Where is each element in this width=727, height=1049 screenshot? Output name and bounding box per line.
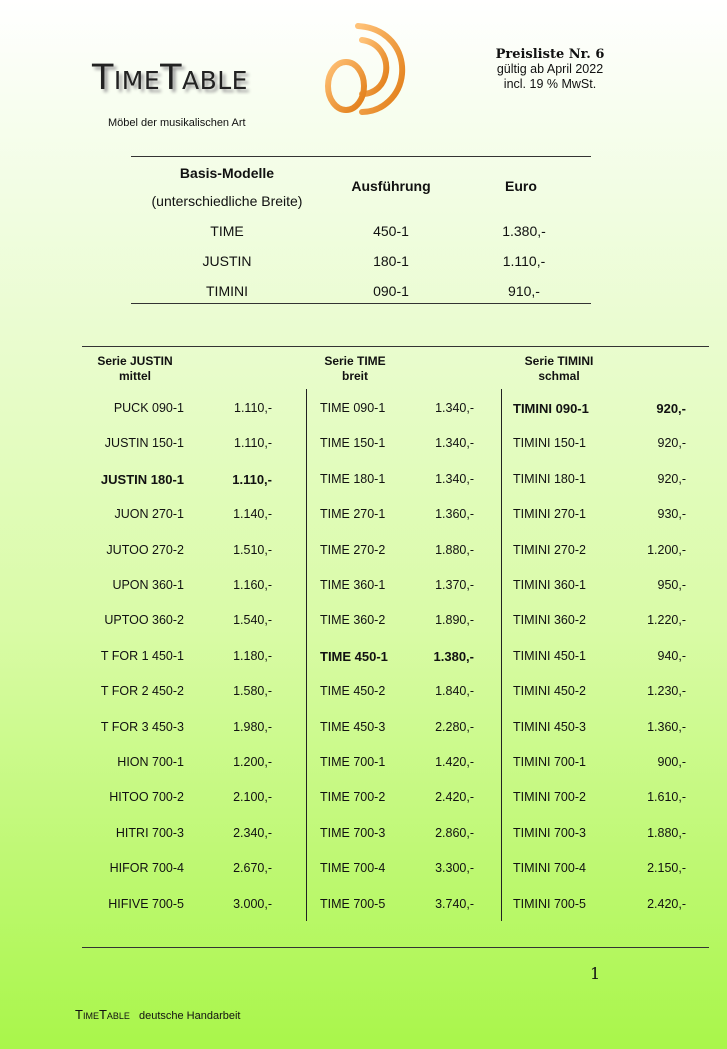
price-cell: 2.860,-: [435, 825, 474, 840]
table-row: [82, 755, 709, 775]
price-cell: 920,-: [656, 401, 686, 416]
basis-row-variant: 090-1: [373, 283, 409, 299]
footer-brand: TimeTable: [75, 1007, 130, 1022]
table-row: [82, 613, 709, 633]
basis-header-models: Basis-Modelle: [179, 165, 275, 181]
basis-header-euro: Euro: [505, 178, 537, 194]
series-time-subtitle: breit: [341, 369, 368, 383]
price-cell: 1.420,-: [435, 755, 474, 769]
price-list-header: [485, 47, 615, 92]
price-list-tax: incl. 19 % MwSt.: [503, 77, 597, 91]
model-cell: HITOO 700-2: [109, 790, 184, 805]
table-row: [82, 543, 709, 563]
model-cell: UPTOO 360-2: [104, 613, 184, 628]
price-cell: 1.140,-: [233, 507, 272, 522]
price-cell: 1.200,-: [647, 542, 686, 557]
model-cell: TIME 180-1: [320, 471, 386, 486]
price-list-valid: gültig ab April 2022: [496, 62, 604, 76]
brand-logo-text: TimeTable: [92, 58, 248, 98]
model-cell: JUON 270-1: [114, 507, 184, 522]
basis-row-price: 910,-: [508, 283, 540, 299]
model-cell: TIME 450-2: [320, 684, 386, 699]
table-row: [82, 649, 709, 669]
model-cell: TIMINI 270-2: [513, 542, 586, 557]
music-note-logo-icon: [318, 20, 410, 120]
model-cell: TIMINI 360-2: [513, 613, 586, 628]
footer-text: deutsche Handarbeit: [138, 1010, 241, 1022]
basis-row-model: TIMINI: [206, 283, 248, 299]
price-cell: 2.420,-: [647, 896, 686, 911]
model-cell: TIME 270-1: [320, 507, 386, 522]
model-cell: TIME 090-1: [320, 401, 386, 415]
model-cell: TIME 270-2: [320, 542, 386, 557]
basis-row-model: JUSTIN: [202, 253, 252, 269]
model-cell: TIMINI 450-2: [513, 684, 586, 699]
price-list-title: Preisliste Nr. 6: [495, 47, 605, 62]
price-cell: 1.340,-: [435, 436, 474, 451]
model-cell: HITRI 700-3: [115, 825, 184, 840]
basis-header-variant: Ausführung: [351, 178, 431, 194]
price-cell: 1.110,-: [232, 471, 272, 487]
model-cell: TIMINI 450-3: [513, 719, 586, 734]
model-cell: TIME 700-1: [320, 755, 386, 769]
model-cell: UPON 360-1: [112, 578, 184, 592]
series-timini-subtitle: schmal: [538, 369, 580, 383]
table-row: [82, 826, 709, 846]
tagline: Möbel der musikalischen Art: [108, 117, 246, 129]
table-row: [82, 578, 709, 598]
basis-header-models-sub: (unterschiedliche Breite): [151, 193, 303, 209]
price-cell: 1.610,-: [647, 790, 686, 805]
table-row: [82, 897, 709, 917]
price-cell: 1.160,-: [233, 578, 272, 592]
table-row: [82, 401, 709, 421]
model-cell: TIMINI 700-2: [513, 790, 586, 805]
price-cell: 1.540,-: [233, 613, 272, 628]
price-cell: 1.340,-: [435, 471, 474, 486]
price-cell: 940,-: [657, 648, 686, 663]
model-cell: TIME 700-4: [320, 861, 386, 876]
price-cell: 1.220,-: [647, 613, 686, 628]
model-cell: T FOR 3 450-3: [100, 719, 184, 734]
price-cell: 3.000,-: [233, 896, 272, 911]
series-timini-title: Serie TIMINI: [524, 354, 594, 368]
model-cell: T FOR 1 450-1: [100, 648, 184, 663]
model-cell: HION 700-1: [117, 755, 184, 769]
series-time-header: [302, 354, 408, 384]
price-cell: 3.740,-: [435, 896, 474, 911]
model-cell: TIMINI 090-1: [513, 401, 589, 416]
series-timini-header: [506, 354, 612, 384]
series-time-title: Serie TIME: [324, 354, 386, 368]
table-row: [82, 507, 709, 527]
series-justin-title: Serie JUSTIN: [97, 354, 173, 368]
model-cell: TIME 450-3: [320, 719, 386, 734]
price-cell: 3.300,-: [435, 861, 474, 876]
price-cell: 1.510,-: [233, 542, 272, 557]
model-cell: TIMINI 360-1: [513, 578, 586, 592]
model-cell: TIME 700-3: [320, 825, 386, 840]
price-cell: 1.110,-: [234, 401, 272, 415]
price-cell: 2.670,-: [233, 861, 272, 876]
price-cell: 1.360,-: [435, 507, 474, 522]
model-cell: TIMINI 700-3: [513, 825, 586, 840]
price-cell: 1.980,-: [233, 719, 272, 734]
price-cell: 1.180,-: [233, 648, 272, 663]
page-number: 1: [590, 964, 601, 983]
model-cell: TIME 150-1: [320, 436, 386, 451]
series-price-table: [82, 346, 709, 948]
price-cell: 920,-: [657, 436, 686, 451]
price-cell: 1.380,-: [433, 648, 474, 664]
price-cell: 2.420,-: [435, 790, 474, 805]
price-cell: 950,-: [657, 578, 686, 592]
footer: [75, 1007, 240, 1022]
price-cell: 1.340,-: [435, 401, 474, 415]
price-cell: 920,-: [657, 471, 686, 486]
table-row: [82, 720, 709, 740]
price-cell: 1.200,-: [233, 755, 272, 769]
price-cell: 1.840,-: [435, 684, 474, 699]
model-cell: TIMINI 700-5: [513, 896, 586, 911]
price-cell: 1.360,-: [647, 719, 686, 734]
price-cell: 2.340,-: [233, 825, 272, 840]
model-cell: TIME 700-2: [320, 790, 386, 805]
model-cell: JUSTIN 180-1: [100, 471, 184, 487]
model-cell: TIMINI 150-1: [513, 436, 586, 451]
table-row: [82, 684, 709, 704]
model-cell: HIFOR 700-4: [109, 861, 184, 876]
price-cell: 900,-: [657, 755, 686, 769]
table-row: [82, 436, 709, 456]
price-cell: 1.110,-: [234, 436, 272, 451]
model-cell: HIFIVE 700-5: [108, 896, 184, 911]
price-cell: 1.880,-: [435, 542, 474, 557]
price-cell: 1.580,-: [233, 684, 272, 699]
model-cell: TIME 360-2: [320, 613, 386, 628]
model-cell: TIMINI 700-4: [513, 861, 586, 876]
model-cell: PUCK 090-1: [113, 401, 184, 415]
model-cell: TIME 450-1: [320, 648, 388, 664]
model-cell: TIMINI 700-1: [513, 755, 586, 769]
price-cell: 2.100,-: [233, 790, 272, 805]
model-cell: TIME 360-1: [320, 578, 386, 592]
table-row: [82, 861, 709, 881]
series-justin-header: [82, 354, 188, 384]
basis-row-variant: 450-1: [373, 223, 409, 239]
price-cell: 2.280,-: [435, 719, 474, 734]
price-cell: 2.150,-: [647, 861, 686, 876]
basis-row-model: TIME: [210, 223, 244, 239]
table-row: [82, 472, 709, 492]
model-cell: TIMINI 270-1: [513, 507, 586, 522]
basis-row-price: 1.380,-: [502, 223, 546, 239]
model-cell: JUSTIN 150-1: [104, 436, 184, 451]
basis-row-variant: 180-1: [373, 253, 409, 269]
basis-row-price: 1.110,-: [502, 253, 546, 269]
price-cell: 1.230,-: [647, 684, 686, 699]
model-cell: TIMINI 180-1: [513, 471, 586, 486]
model-cell: TIME 700-5: [320, 896, 386, 911]
basis-models-table: [131, 156, 591, 304]
table-row: [82, 790, 709, 810]
model-cell: T FOR 2 450-2: [100, 684, 184, 699]
price-cell: 1.890,-: [435, 613, 474, 628]
price-cell: 1.370,-: [435, 578, 474, 592]
series-justin-subtitle: mittel: [118, 369, 151, 383]
price-cell: 930,-: [657, 507, 686, 522]
model-cell: TIMINI 450-1: [513, 648, 586, 663]
price-cell: 1.880,-: [647, 825, 686, 840]
model-cell: JUTOO 270-2: [106, 542, 184, 557]
